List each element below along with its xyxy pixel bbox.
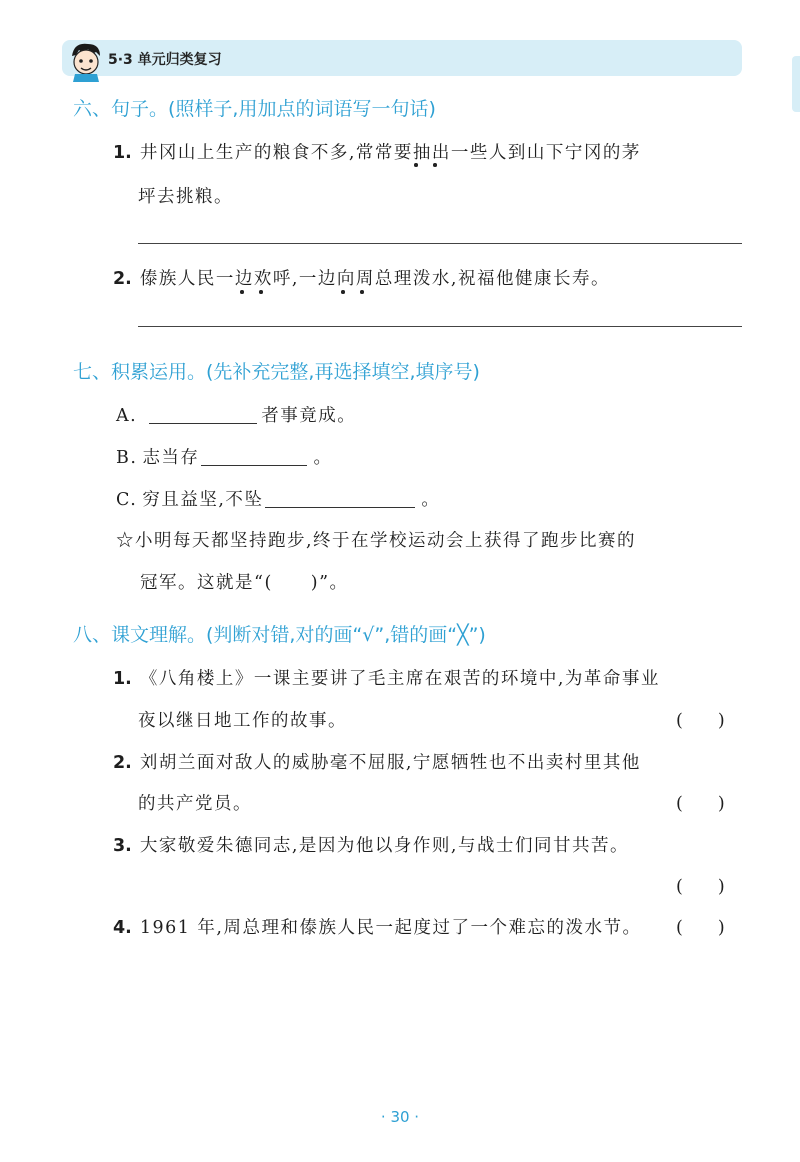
question-number: 2. <box>113 269 132 289</box>
side-tab <box>792 56 800 112</box>
question-6-1-line2: 坪去挑粮。 <box>138 187 233 207</box>
emphasis-dot <box>259 290 263 294</box>
question-6-1-line1 <box>113 139 641 164</box>
item-text: 志当存 <box>142 448 200 468</box>
section-title-6: 六、句子。(照样子,用加点的词语写一句话) <box>73 98 436 120</box>
answer-line-6-1[interactable] <box>138 243 742 244</box>
item-text: 。 <box>421 490 441 510</box>
question-text: 傣族人民一边欢呼,一边向周总理泼水,祝福他健康长寿。 <box>139 269 610 289</box>
item-7-star-line2: 冠军。这就是“( )”。 <box>140 573 349 593</box>
emphasis-dot <box>433 163 437 167</box>
question-number: 1. <box>113 669 132 689</box>
answer-paren-8-3[interactable]: ( ) <box>676 877 725 897</box>
item-label: B. <box>116 448 138 468</box>
fill-blank-a[interactable] <box>149 405 257 424</box>
page-number: · 30 · <box>380 1108 420 1126</box>
question-number: 2. <box>113 753 132 773</box>
header-title: 5·3 单元归类复习 <box>108 52 222 68</box>
emphasis-dot <box>360 290 364 294</box>
item-7-c <box>116 486 440 511</box>
question-text: 1961 年,周总理和傣族人民一起度过了一个难忘的泼水节。 <box>139 918 642 938</box>
item-7-star-line1: ☆小明每天都坚持跑步,终于在学校运动会上获得了跑步比赛的 <box>116 531 637 551</box>
answer-line-6-2[interactable] <box>138 326 742 327</box>
item-text: 者事竟成。 <box>261 406 357 426</box>
emphasis-dot <box>341 290 345 294</box>
question-text: 井冈山上生产的粮食不多,常常要抽出一些人到山下宁冈的茅 <box>139 143 641 163</box>
question-8-1-line1 <box>113 665 660 690</box>
question-text: 刘胡兰面对敌人的威胁毫不屈服,宁愿牺牲也不出卖村里其他 <box>139 753 641 773</box>
question-number: 3. <box>113 836 132 856</box>
question-6-2 <box>113 265 610 290</box>
item-text: 。 <box>313 448 333 468</box>
answer-paren-8-2[interactable]: ( ) <box>676 794 725 814</box>
question-8-2-line2: 的共产党员。 <box>138 794 252 814</box>
fill-blank-c[interactable] <box>265 489 415 508</box>
question-number: 1. <box>113 143 132 163</box>
question-8-4 <box>113 914 642 939</box>
section-title-7: 七、积累运用。(先补充完整,再选择填空,填序号) <box>73 361 480 383</box>
answer-paren-8-4[interactable]: ( ) <box>676 918 725 938</box>
question-8-3 <box>113 832 629 857</box>
emphasis-dot <box>240 290 244 294</box>
emphasis-dot <box>414 163 418 167</box>
fill-blank-b[interactable] <box>201 447 307 466</box>
mascot-icon <box>66 40 106 82</box>
answer-paren-8-1[interactable]: ( ) <box>676 711 725 731</box>
section-title-8: 八、课文理解。(判断对错,对的画“√”,错的画“╳”) <box>73 624 486 646</box>
question-8-2-line1 <box>113 749 641 774</box>
question-text: 《八角楼上》一课主要讲了毛主席在艰苦的环境中,为革命事业 <box>139 669 660 689</box>
item-label: C. <box>116 490 138 510</box>
item-7-a <box>116 402 356 427</box>
item-label: A. <box>116 406 138 426</box>
item-text: 穷且益坚,不坠 <box>142 490 264 510</box>
question-number: 4. <box>113 918 132 938</box>
question-8-1-line2: 夜以继日地工作的故事。 <box>138 711 347 731</box>
question-text: 大家敬爱朱德同志,是因为他以身作则,与战士们同甘共苦。 <box>139 836 629 856</box>
item-7-b <box>116 444 332 469</box>
